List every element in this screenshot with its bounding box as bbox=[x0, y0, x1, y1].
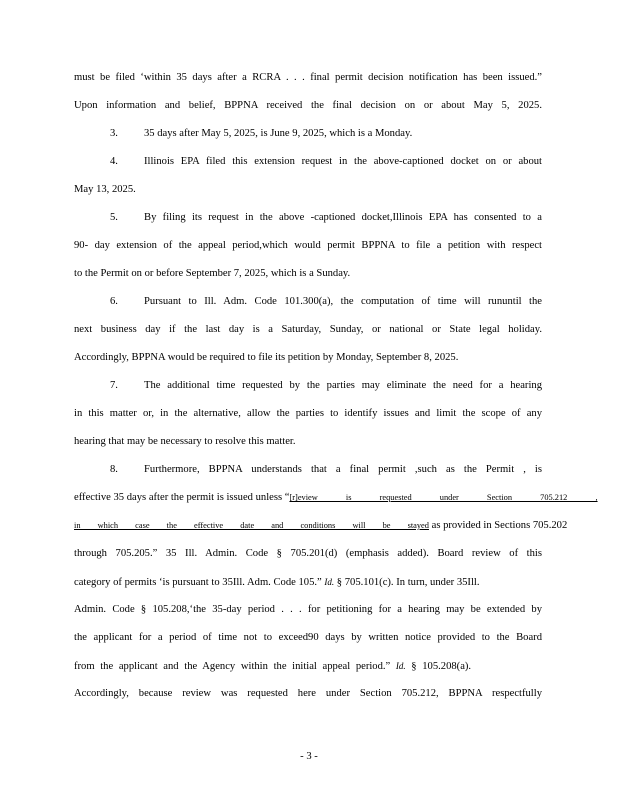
citation-id: Id. bbox=[324, 577, 335, 587]
paragraph-4 bbox=[110, 155, 542, 169]
text-line bbox=[74, 659, 542, 674]
text-line bbox=[74, 491, 598, 505]
paragraph-7 bbox=[110, 379, 542, 393]
text-line bbox=[74, 519, 568, 533]
text-line: to the Permit on or before September 7, 2025, which is a Sunday. bbox=[74, 268, 351, 279]
paragraph-3 bbox=[110, 127, 542, 141]
text-segment: category of permits ‘is pursuant to 35Ill. Adm. Code 105.” bbox=[74, 577, 322, 588]
paragraph-text: 35 days after May 5, 2025, is June 9, 2025, which is a Monday. bbox=[144, 128, 413, 139]
text-segment: from the applicant and the Agency within the initial appeal period.” bbox=[74, 661, 391, 672]
paragraph-text: Furthermore, BPPNA understands that a final permit ,such as the Permit , is bbox=[144, 464, 542, 475]
paragraph-number: 4. bbox=[110, 156, 118, 167]
text-line: 90- day extension of the appeal period,which would permit BPPNA to file a petition with respect bbox=[74, 240, 542, 251]
text-line: Admin. Code § 105.208,‘the 35-day period . . . for petitioning for a hearing may be extended by bbox=[74, 604, 542, 615]
text-line: in this matter or, in the alternative, allow the parties to identify issues and limit the scope of any bbox=[74, 408, 542, 419]
text-line: hearing that may be necessary to resolve this matter. bbox=[74, 436, 296, 447]
paragraph-number: 7. bbox=[110, 380, 118, 391]
text-segment: § 105.208(a). bbox=[411, 661, 472, 672]
page-number: - 3 - bbox=[300, 751, 318, 762]
text-segment: § 705.101(c). In turn, under 35Ill. bbox=[336, 577, 480, 588]
paragraph-text: Illinois EPA filed this extension request in the above-captioned docket on or about bbox=[144, 156, 542, 167]
text-line: must be filed ‘within 35 days after a RCRA . . . final permit decision notification has been issued.” bbox=[74, 72, 542, 83]
paragraph-8 bbox=[110, 463, 542, 477]
text-line: next business day if the last day is a Saturday, Sunday, or national or State legal holiday. bbox=[74, 324, 542, 335]
text-line: Accordingly, BPPNA would be required to file its petition by Monday, September 8, 2025. bbox=[74, 352, 459, 363]
paragraph-number: 5. bbox=[110, 212, 118, 223]
paragraph-text: The additional time requested by the parties may eliminate the need for a hearing bbox=[144, 380, 542, 391]
text-segment: as provided in Sections 705.202 bbox=[431, 520, 568, 531]
text-line bbox=[74, 575, 542, 590]
text-line: through 705.205.” 35 Ill. Admin. Code § 705.201(d) (emphasis added). Board review of this bbox=[74, 548, 542, 559]
text-segment: effective 35 days after the permit is issued unless “ bbox=[74, 492, 290, 503]
paragraph-number: 3. bbox=[110, 128, 118, 139]
text-line: Upon information and belief, BPPNA received the final decision on or about May 5, 2025. bbox=[74, 100, 542, 111]
underlined-emphasis: in which case the effective date and conditions will be stayed bbox=[74, 521, 429, 530]
text-line: Accordingly, because review was requested here under Section 705.212, BPPNA respectfully bbox=[74, 688, 542, 699]
text-line: the applicant for a period of time not to exceed90 days by written notice provided to the Board bbox=[74, 632, 542, 643]
citation-id: Id. bbox=[395, 661, 406, 671]
paragraph-text: Pursuant to Ill. Adm. Code 101.300(a), the computation of time will rununtil the bbox=[144, 296, 542, 307]
paragraph-text: By filing its request in the above -captioned docket,Illinois EPA has consented to a bbox=[144, 212, 542, 223]
underlined-emphasis: [r]eview is requested under Section 705.212 , bbox=[289, 493, 598, 502]
paragraph-5 bbox=[110, 211, 542, 225]
paragraph-6 bbox=[110, 295, 542, 309]
paragraph-number: 8. bbox=[110, 464, 118, 475]
paragraph-number: 6. bbox=[110, 296, 118, 307]
text-line: May 13, 2025. bbox=[74, 184, 136, 195]
